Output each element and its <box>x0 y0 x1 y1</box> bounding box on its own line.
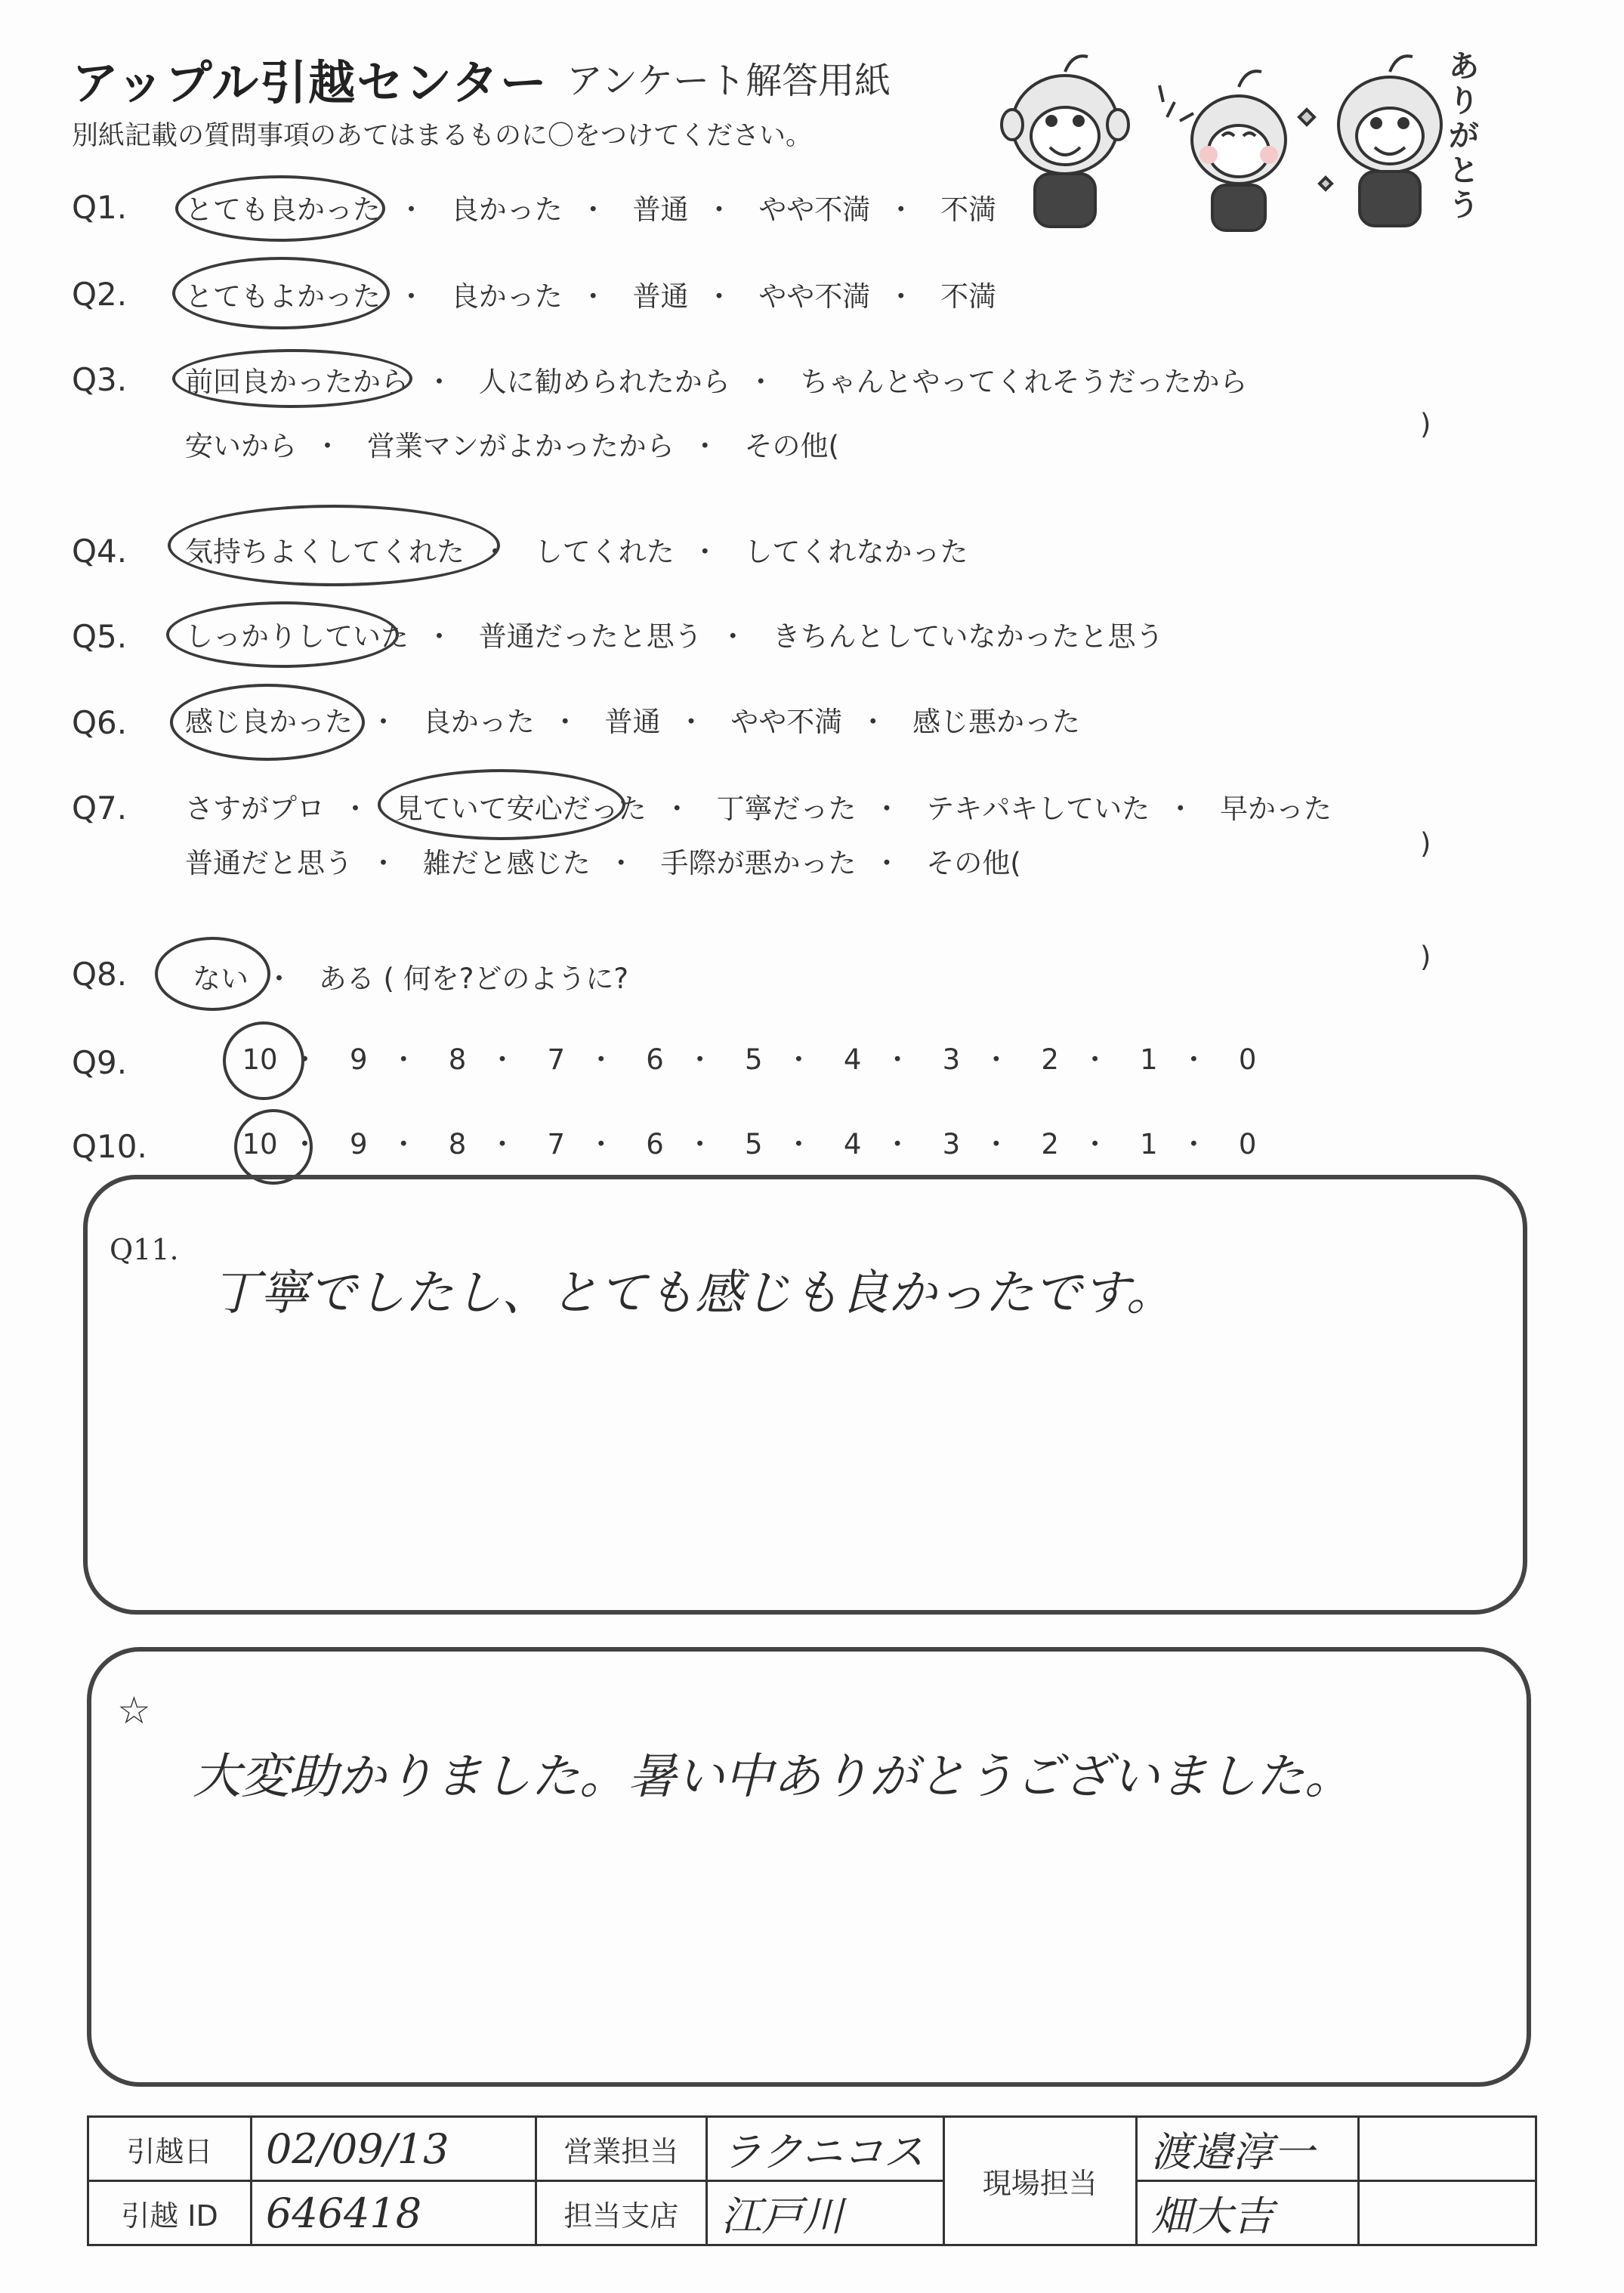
q3-option-1[interactable]: 前回良かったから <box>185 366 409 398</box>
q4-number: Q4. <box>72 533 128 570</box>
q10-option-3[interactable]: 3 <box>942 1128 961 1160</box>
q6-selected-circle <box>170 684 365 761</box>
instruction-text: 別紙記載の質問事項のあてはまるものに〇をつけてください。 <box>72 121 813 151</box>
q3-options-line2: 安いから ・ 営業マンがよかったから ・ その他( <box>185 423 839 464</box>
q1-option-3[interactable]: 普通 <box>632 193 689 226</box>
q7-paren-close: ) <box>1420 827 1431 860</box>
q6-option-1[interactable]: 感じ良かった <box>185 706 353 738</box>
q8-option-some[interactable]: ある ( 何を?どのように? <box>318 963 628 995</box>
q6-option-4[interactable]: やや不満 <box>730 706 843 738</box>
q9-option-6[interactable]: 6 <box>646 1043 664 1076</box>
q5-option-2[interactable]: 普通だったと思う <box>478 620 702 653</box>
q11-handwritten-answer: 丁寧でしたし、とても感じも良かったです。 <box>211 1265 1175 1321</box>
q9-option-0[interactable]: 0 <box>1238 1043 1257 1076</box>
site-staff-1[interactable]: 渡邉淳一 <box>1136 2117 1359 2181</box>
site-staff-empty-1[interactable] <box>1359 2117 1536 2181</box>
q6-option-2[interactable]: 良かった <box>422 706 535 738</box>
q1-options: とても良かった ・ 良かった ・ 普通 ・ やや不満 ・ 不満 <box>185 187 996 227</box>
site-label: 現場担当 <box>943 2117 1136 2245</box>
q9-option-7[interactable]: 7 <box>547 1043 566 1076</box>
q2-option-1[interactable]: とてもよかった <box>185 280 381 313</box>
form-subtitle: アンケート解答用紙 <box>567 60 891 102</box>
q10-number: Q10. <box>72 1128 147 1165</box>
q10-scale: 10 ・ 9 ・ 8 ・ 7 ・ 6 ・ 5 ・ 4 ・ 3 ・ 2 ・ 1 ・ 0 <box>242 1121 1266 1162</box>
q10-option-5[interactable]: 5 <box>745 1128 763 1160</box>
q4-option-3[interactable]: してくれなかった <box>744 536 968 568</box>
monkey-mascot-2 <box>1192 71 1286 230</box>
q3-number: Q3. <box>72 361 128 398</box>
q7-options-line1: さすがプロ ・ 見ていて安心だった ・ 丁寧だった ・ テキパキしていた ・ 早かった <box>185 786 1332 827</box>
q7-option-8[interactable]: 手際が悪かった <box>660 847 857 879</box>
q3-options-line1: 前回良かったから ・ 人に勧められたから ・ ちゃんとやってくれそうだったから <box>185 359 1248 400</box>
q2-option-4[interactable]: やや不満 <box>758 280 871 313</box>
q1-option-5[interactable]: 不満 <box>940 193 997 226</box>
moving-id-label: 引越 ID <box>88 2181 252 2245</box>
q6-option-5[interactable]: 感じ悪かった <box>912 706 1081 738</box>
moving-date-label: 引越日 <box>88 2117 252 2181</box>
q2-option-3[interactable]: 普通 <box>632 280 689 313</box>
q3-option-4[interactable]: 安いから <box>185 430 297 462</box>
q2-option-2[interactable]: 良かった <box>450 280 563 313</box>
q7-option-7[interactable]: 雑だと感じた <box>422 847 591 879</box>
q7-number: Q7. <box>72 790 128 827</box>
q7-option-1[interactable]: さすがプロ <box>185 793 325 825</box>
q1-option-1[interactable]: とても良かった <box>185 193 381 226</box>
moving-id-value[interactable]: 646418 <box>251 2181 536 2245</box>
q2-option-5[interactable]: 不満 <box>940 280 997 313</box>
monkey-mascots-illustration <box>982 42 1496 246</box>
q4-selected-circle <box>168 505 500 586</box>
q9-scale: 10 ・ 9 ・ 8 ・ 7 ・ 6 ・ 5 ・ 4 ・ 3 ・ 2 ・ 1 ・ 0 <box>242 1037 1266 1077</box>
q11-answer-box[interactable] <box>83 1175 1527 1615</box>
q2-number: Q2. <box>72 276 128 313</box>
footer-info-table <box>87 2115 1537 2246</box>
monkey-mascot-1 <box>1002 56 1128 227</box>
form-title: アップル引越センター <box>72 55 548 110</box>
q10-option-6[interactable]: 6 <box>646 1128 664 1160</box>
q9-option-4[interactable]: 4 <box>843 1043 862 1076</box>
q3-option-5[interactable]: 営業マンがよかったから <box>366 430 675 462</box>
q2-selected-circle <box>172 257 390 329</box>
q5-option-1[interactable]: しっかりしていた <box>185 620 409 653</box>
q1-number: Q1. <box>72 189 128 226</box>
q7-option-4[interactable]: テキパキしていた <box>926 793 1150 825</box>
q10-option-0[interactable]: 0 <box>1238 1128 1257 1160</box>
q10-selected-circle <box>234 1109 313 1185</box>
q7-option-5[interactable]: 早かった <box>1220 793 1332 825</box>
q1-selected-circle <box>175 175 385 242</box>
q10-option-8[interactable]: 8 <box>448 1128 467 1160</box>
comment-box[interactable] <box>87 1647 1531 2087</box>
q4-option-2[interactable]: してくれた <box>534 536 675 568</box>
q7-option-2[interactable]: 見ていて安心だった <box>394 793 647 825</box>
q3-selected-circle <box>172 349 412 408</box>
q1-option-4[interactable]: やや不満 <box>758 193 871 226</box>
q6-option-3[interactable]: 普通 <box>604 706 661 738</box>
q6-number: Q6. <box>72 704 128 741</box>
q7-option-3[interactable]: 丁寧だった <box>716 793 857 825</box>
q9-option-2[interactable]: 2 <box>1041 1043 1059 1076</box>
branch-value[interactable]: 江戸川 <box>706 2181 943 2245</box>
q3-paren-close: ) <box>1420 408 1431 440</box>
comment-handwritten-answer: 大変助かりました。暑い中ありがとうございました。 <box>193 1749 1353 1805</box>
q4-option-1[interactable]: 気持ちよくしてくれた <box>185 536 465 568</box>
thank-you-vertical-text: ありがとう <box>1449 49 1479 223</box>
branch-label: 担当支店 <box>536 2181 706 2245</box>
q10-option-1[interactable]: 1 <box>1140 1128 1158 1160</box>
q9-option-3[interactable]: 3 <box>942 1043 961 1076</box>
q7-option-6[interactable]: 普通だと思う <box>185 847 353 879</box>
q3-option-other[interactable]: その他( <box>744 430 839 462</box>
q5-options: しっかりしていた ・ 普通だったと思う ・ きちんとしていなかったと思う <box>185 613 1164 654</box>
q10-option-2[interactable]: 2 <box>1041 1128 1059 1160</box>
q9-option-9[interactable]: 9 <box>349 1043 368 1076</box>
q8-options: ない ・ ある ( 何を?どのように? <box>193 956 628 997</box>
q8-paren-close: ) <box>1420 941 1431 973</box>
q3-option-3[interactable]: ちゃんとやってくれそうだったから <box>800 366 1248 398</box>
moving-date-value[interactable]: 02/09/13 <box>251 2117 536 2181</box>
q5-option-3[interactable]: きちんとしていなかったと思う <box>772 620 1164 653</box>
q9-option-10[interactable]: 10 <box>242 1043 278 1076</box>
q7-options-line2: 普通だと思う ・ 雑だと感じた ・ 手際が悪かった ・ その他( <box>185 840 1021 881</box>
q6-options: 感じ良かった ・ 良かった ・ 普通 ・ やや不満 ・ 感じ悪かった <box>185 699 1080 740</box>
q3-option-2[interactable]: 人に勧められたから <box>478 366 730 398</box>
site-staff-empty-2[interactable] <box>1359 2181 1536 2245</box>
q2-options: とてもよかった ・ 良かった ・ 普通 ・ やや不満 ・ 不満 <box>185 273 996 314</box>
q11-label: Q11. <box>110 1233 179 1266</box>
q1-option-2[interactable]: 良かった <box>450 193 563 226</box>
star-icon: ☆ <box>117 1689 151 1732</box>
q9-number: Q9. <box>72 1044 128 1081</box>
q10-option-10[interactable]: 10 <box>242 1128 278 1160</box>
q5-selected-circle <box>166 601 399 668</box>
q5-number: Q5. <box>72 618 128 655</box>
q10-option-4[interactable]: 4 <box>843 1128 862 1160</box>
q4-options: 気持ちよくしてくれた ・ してくれた ・ してくれなかった <box>185 529 968 570</box>
q10-option-9[interactable]: 9 <box>349 1128 368 1160</box>
q10-option-7[interactable]: 7 <box>547 1128 566 1160</box>
q9-option-5[interactable]: 5 <box>745 1043 763 1076</box>
site-staff-2[interactable]: 畑大吉 <box>1136 2181 1359 2245</box>
sales-label: 営業担当 <box>536 2117 706 2181</box>
q9-option-1[interactable]: 1 <box>1140 1043 1158 1076</box>
q7-option-other[interactable]: その他( <box>926 847 1021 879</box>
monkey-mascot-3 <box>1338 56 1441 226</box>
q8-option-none[interactable]: ない <box>193 963 249 995</box>
sales-value[interactable]: ラクニコス <box>706 2117 943 2181</box>
q8-selected-circle <box>155 937 270 1011</box>
q7-selected-circle <box>378 769 625 840</box>
q9-selected-circle <box>223 1021 304 1100</box>
q8-number: Q8. <box>72 956 128 993</box>
q9-option-8[interactable]: 8 <box>448 1043 467 1076</box>
